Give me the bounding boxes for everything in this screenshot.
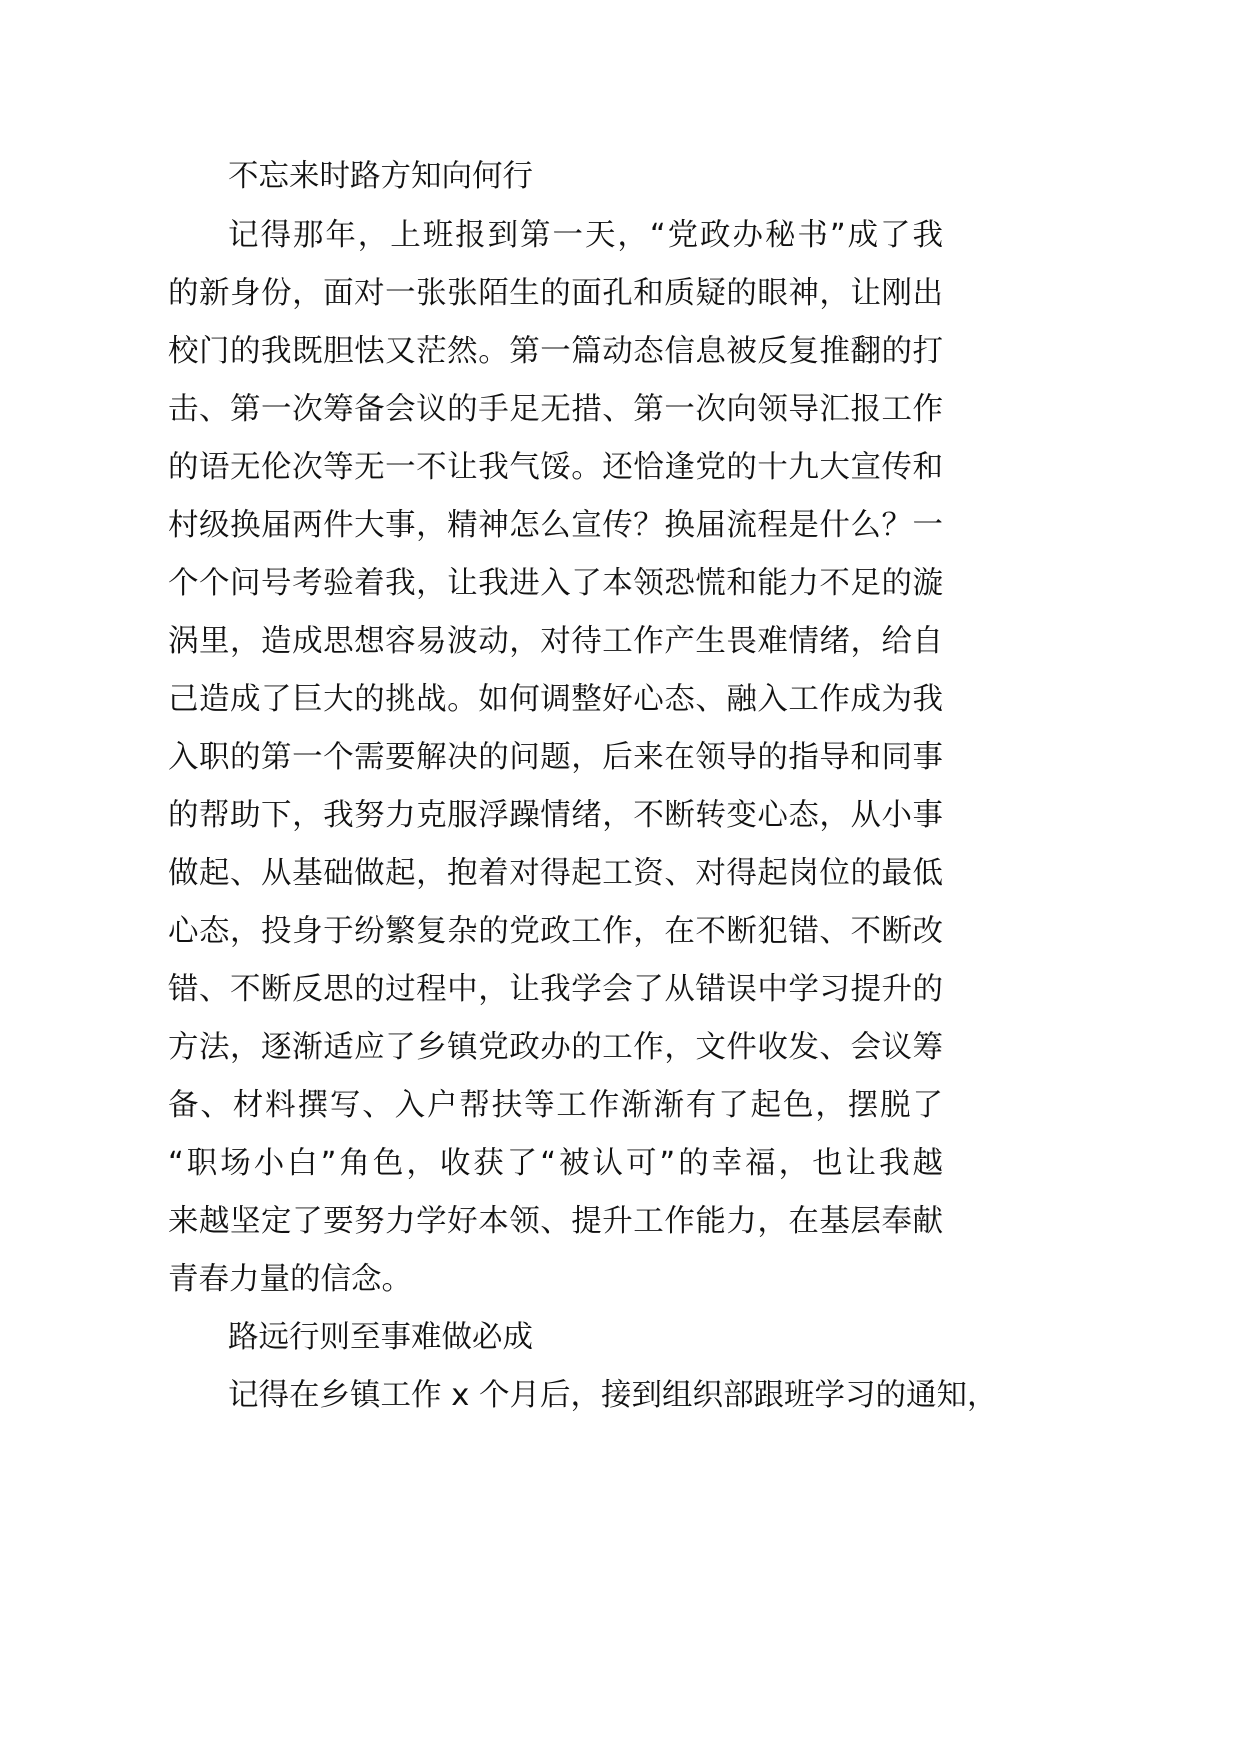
line-text: 校门的我既胆怯又茫然。第一篇动态信息被反复推翻的打 [168,334,943,369]
paragraph-line [0,902,1240,962]
paragraph-line [0,438,1240,498]
line-text: 击、第一次筹备会议的手足无措、第一次向领导汇报工作 [168,392,943,427]
line-text: 入职的第一个需要解决的问题，后来在领导的指导和同事 [168,740,943,775]
line-text: “职场小白”角色，收获了“被认可”的幸福，也让我越 [168,1146,943,1181]
paragraph-line [0,1134,1240,1194]
paragraph-line [0,264,1240,324]
paragraph-line [0,670,1240,730]
line-text: 来越坚定了要努力学好本领、提升工作能力，在基层奉献 [168,1204,943,1239]
line-text: 备、材料撰写、入户帮扶等工作渐渐有了起色，摆脱了 [168,1088,943,1123]
paragraph-line [0,206,1240,266]
line-text: 己造成了巨大的挑战。如何调整好心态、融入工作成为我 [168,682,943,717]
line-text: 错、不断反思的过程中，让我学会了从错误中学习提升的 [168,972,943,1007]
line-text: 记得那年，上班报到第一天，“党政办秘书”成了我 [228,218,943,253]
line-text: 记得在乡镇工作 x 个月后，接到组织部跟班学习的通知， [228,1378,998,1413]
line-text: 心态，投身于纷繁复杂的党政工作，在不断犯错、不断改 [168,914,943,949]
paragraph-line [0,322,1240,382]
line-text: 村级换届两件大事，精神怎么宣传？换届流程是什么？一 [168,508,943,543]
paragraph-line [0,380,1240,440]
line-text: 个个问号考验着我，让我进入了本领恐慌和能力不足的漩 [168,566,943,601]
line-text: 青春力量的信念。 [168,1262,412,1297]
line-text: 做起、从基础做起，抱着对得起工资、对得起岗位的最低 [168,856,943,891]
paragraph-line [0,1076,1240,1136]
line-text: 的新身份，面对一张张陌生的面孔和质疑的眼神，让刚出 [168,276,943,311]
paragraph-line [0,496,1240,556]
line-text: 方法，逐渐适应了乡镇党政办的工作，文件收发、会议筹 [168,1030,943,1065]
paragraph-line [0,612,1240,672]
section-heading [0,1308,1240,1368]
paragraph-line [0,1250,1240,1310]
paragraph-line [0,844,1240,904]
line-text: 的语无伦次等无一不让我气馁。还恰逢党的十九大宣传和 [168,450,943,485]
paragraph-line [0,786,1240,846]
paragraph-line [0,1192,1240,1252]
heading-text: 路远行则至事难做必成 [228,1320,533,1355]
line-text: 涡里，造成思想容易波动，对待工作产生畏难情绪，给自 [168,624,943,659]
paragraph-line [0,1018,1240,1078]
paragraph-line [0,1366,1240,1426]
heading-text: 不忘来时路方知向何行 [228,159,533,194]
section-heading [0,147,1240,207]
line-text: 的帮助下，我努力克服浮躁情绪，不断转变心态，从小事 [168,798,943,833]
paragraph-line [0,960,1240,1020]
paragraph-line [0,554,1240,614]
paragraph-line [0,728,1240,788]
